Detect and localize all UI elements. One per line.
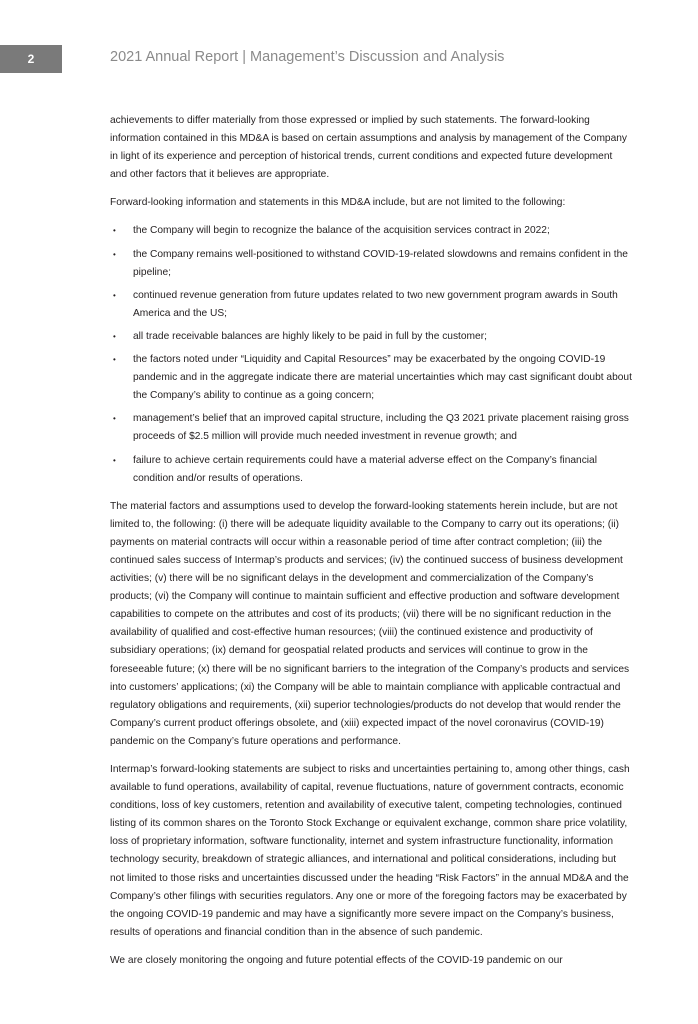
bullet: • — [113, 249, 116, 259]
list-item — [110, 328, 632, 346]
document-body — [110, 112, 632, 980]
page-number-badge — [0, 45, 62, 73]
forward-looking-list — [110, 222, 632, 487]
bullet: • — [113, 355, 116, 365]
list-item-text: management’s belief that an improved capital structure, including the Q3 2021 private placement raising gross proceeds of $2.5 million will provide much needed investment in revenue growth; and — [133, 413, 629, 443]
running-header: 2021 Annual Report | Management’s Discussion and Analysis — [110, 49, 505, 65]
list-item-text: continued revenue generation from future updates related to two new government program awards in South America and the US; — [133, 289, 618, 319]
list-item — [110, 351, 632, 405]
bullet: • — [113, 226, 116, 236]
page-number: 2 — [27, 52, 35, 66]
material-factors-paragraph: The material factors and assumptions used to develop the forward-looking statements herein include, but are not limited to, the following: (i) there will be adequate liquidity available to the Company to carry out its operations; (ii) payments on material contracts will occur within a reasonable period of time after contract completion; (iii) the continued sales success of Intermap’s products and services; (iv) the continued success of business development activities; (v) there will be no significant delays in the development and commercialization of the Company’s products; (vi) the Company will continue to maintain sufficient and effective production and software development capabilities to compete on the attributes and cost of its products; (vii) there will be no significant reduction in the availability of qualified and cost-effective human resources; (viii) the continued existence and productivity of subsidiary operations; (ix) demand for geospatial related products and services will continue to grow in the foreseeable future; (x) there will be no significant barriers to the integration of the Company’s products and services into customers’ applications; (xi) the Company will be able to maintain compliance with applicable contractual and regulatory obligations and requirements, (xii) superior technologies/products do not develop that would render the Company’s current product offerings obsolete, and (xiii) expected impact of the novel coronavirus (COVID-19) pandemic on the Company’s future operations and performance. — [110, 500, 630, 747]
covid-monitoring-paragraph: We are closely monitoring the ongoing and future potential effects of the COVID-19 pandemic on our — [110, 954, 563, 966]
list-item — [110, 410, 632, 446]
list-item — [110, 222, 632, 240]
intro-paragraph: achievements to differ materially from those expressed or implied by such statements. The forward-looking information contained in this MD&A is based on certain assumptions and analysis by management of the Company in light of its experience and perception of historical trends, current conditions and expected future development and other factors that it believes are appropriate. — [110, 115, 628, 181]
list-item-text: the Company will begin to recognize the balance of the acquisition services contract in 2022; — [133, 225, 550, 237]
list-item-text: failure to achieve certain requirements could have a material adverse effect on the Company’s financial condition and/or results of operations. — [133, 454, 597, 484]
list-item — [110, 287, 632, 323]
list-item-text: the factors noted under “Liquidity and Capital Resources” may be exacerbated by the ongoing COVID-19 pandemic and in the aggregate indicate there are material uncertainties which may cast significant doubt about the Company’s ability to continue as a going concern; — [133, 354, 632, 402]
list-item — [110, 452, 632, 488]
bullet: • — [113, 331, 116, 341]
bullet: • — [113, 414, 116, 424]
bullet: • — [113, 290, 116, 300]
list-item-text: all trade receivable balances are highly likely to be paid in full by the customer; — [133, 330, 487, 342]
list-item — [110, 246, 632, 282]
bullet: • — [113, 455, 116, 465]
risks-paragraph: Intermap’s forward-looking statements are subject to risks and uncertainties pertaining to, among other things, cash available to fund operations, availability of capital, revenue fluctuations, nature of government contracts, economic conditions, loss of key customers, retention and availability of executive talent, competing technologies, continued listing of its common shares on the Toronto Stock Exchange or equivalent exchange, common share price volatility, loss of proprietary information, software functionality, internet and system infrastructure functionality, information technology security, breakdown of strategic alliances, and international and political considerations, including but not limited to those risks and uncertainties discussed under the heading “Risk Factors” in the annual MD&A and the Company’s other filings with securities regulators. Any one or more of the foregoing factors may be exacerbated by the ongoing COVID-19 pandemic and may have a significantly more severe impact on the Company’s business, results of operations and financial condition than in the absence of such pandemic. — [110, 764, 630, 938]
forward-looking-paragraph: Forward-looking information and statements in this MD&A include, but are not limited to the following: — [110, 197, 566, 209]
list-item-text: the Company remains well-positioned to withstand COVID-19-related slowdowns and remains confident in the pipeline; — [133, 248, 628, 278]
